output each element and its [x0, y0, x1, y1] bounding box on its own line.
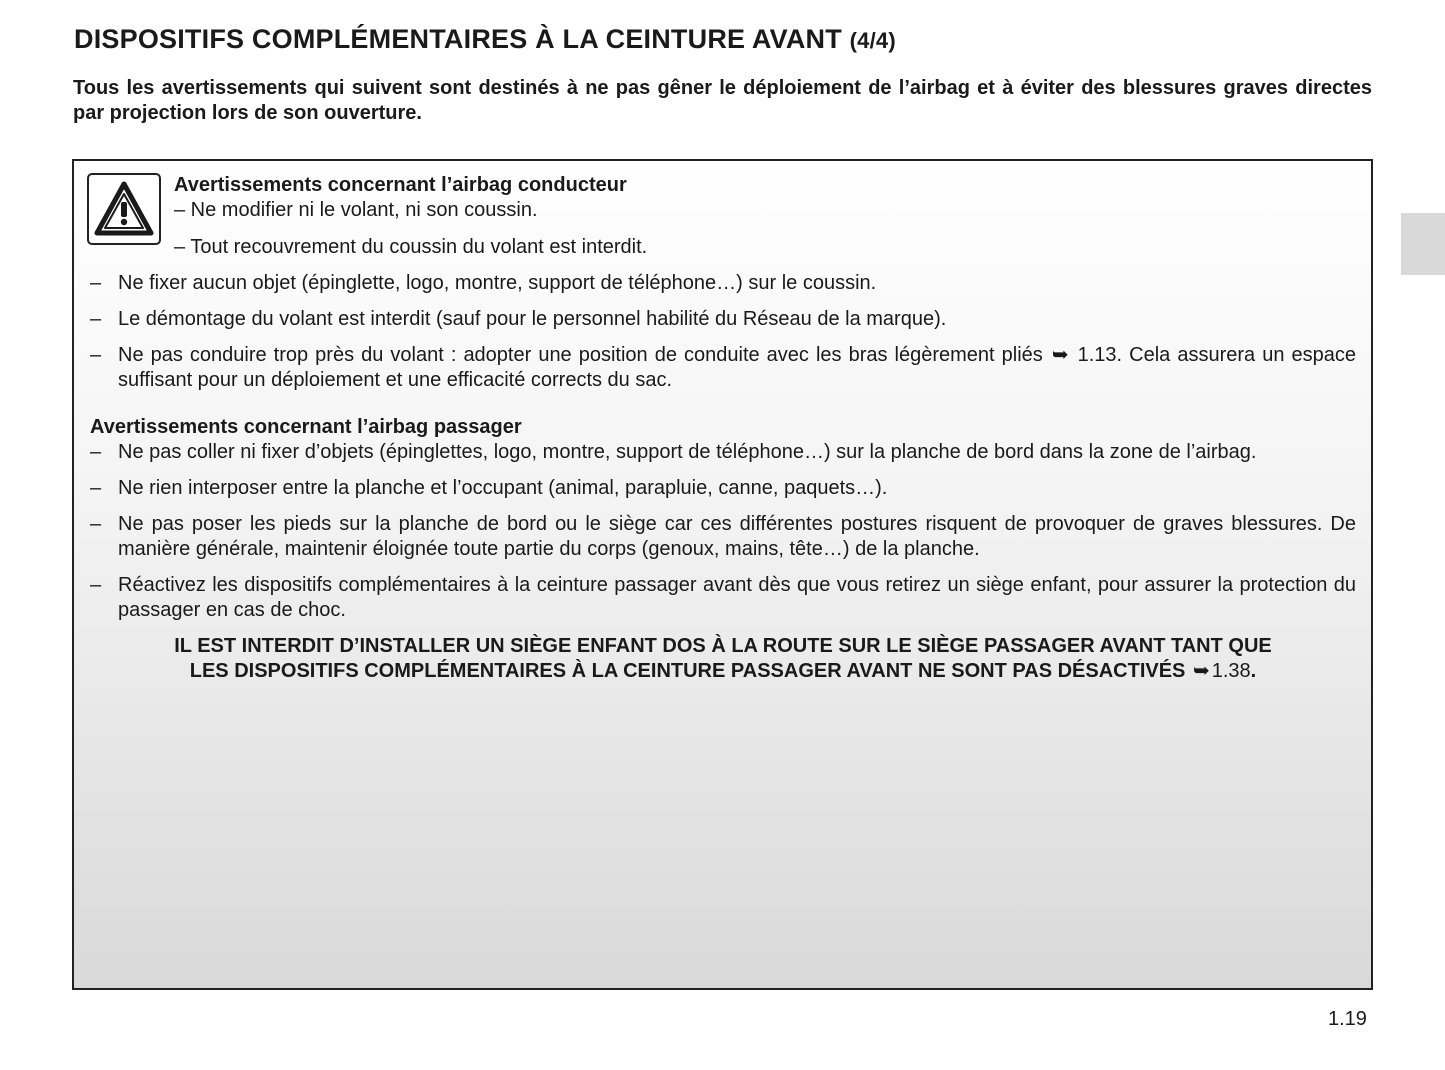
driver-item-3-rest: Cela assurera un espace suffisant pour un déploiement et une efficacité corrects du sac.	[118, 344, 1356, 391]
driver-item-1-text: Ne fixer aucun objet (épinglette, logo, montre, support de téléphone…) sur le coussin.	[118, 272, 877, 294]
passenger-item-4	[90, 573, 1356, 623]
dash-marker: –	[90, 574, 102, 596]
intro-paragraph: Tous les avertissements qui suivent sont destinés à ne pas gêner le déploiement de l’airbag et à éviter des blessures graves directes par projection lors de son ouverture.	[73, 77, 1372, 124]
dash-marker: –	[90, 513, 102, 535]
dash-marker: –	[90, 477, 102, 499]
page-title	[74, 24, 896, 55]
driver-item-3-text: Ne pas conduire trop près du volant : adopter une position de conduite avec les bras légèrement pliés	[118, 344, 1043, 366]
driver-line-1: – Ne modifier ni le volant, ni son coussin.	[174, 199, 538, 221]
child-seat-warning-ref: 1.38	[1211, 660, 1251, 682]
reference-arrow-icon: ➥	[1051, 344, 1069, 366]
driver-item-3-ref: 1.13.	[1077, 344, 1123, 366]
driver-header-block	[90, 173, 1356, 260]
dash-marker: –	[90, 308, 102, 330]
driver-section-title: Avertissements concernant l’airbag conducteur	[174, 174, 627, 196]
passenger-item-2	[90, 476, 1356, 501]
driver-item-2-text: Le démontage du volant est interdit (sauf pour le personnel habilité du Réseau de la marque).	[118, 308, 947, 330]
passenger-item-2-text: Ne rien interposer entre la planche et l’occupant (animal, parapluie, canne, paquets…).	[118, 477, 888, 499]
page-title-part: (4/4)	[849, 28, 896, 53]
driver-line-2: – Tout recouvrement du coussin du volant est interdit.	[174, 236, 648, 258]
passenger-item-1	[90, 440, 1356, 465]
dash-marker: –	[90, 272, 102, 294]
reference-arrow-icon: ➥	[1192, 660, 1210, 682]
passenger-item-1-text: Ne pas coller ni fixer d’objets (épinglettes, logo, montre, support de téléphone…) sur la planche de bord dans la zone de l’airbag.	[118, 441, 1257, 463]
warning-content	[90, 173, 1356, 684]
page-title-main: DISPOSITIFS COMPLÉMENTAIRES À LA CEINTURE AVANT	[74, 24, 842, 54]
warning-box	[72, 159, 1373, 990]
child-seat-warning: IL EST INTERDIT D’INSTALLER UN SIÈGE ENFANT DOS À LA ROUTE SUR LE SIÈGE PASSAGER AVANT TANT QUE LES DISPOSITIFS COMPLÉMENTAIRES À LA CEINTURE PASSAGER AVANT NE SONT PAS DÉSACTIVÉS ➥ 1.38.	[174, 635, 1272, 682]
chapter-tab	[1401, 213, 1445, 275]
passenger-item-4-text: Réactivez les dispositifs complémentaires à la ceinture passager avant dès que vous retirez un siège enfant, pour assurer la protection du passager en cas de choc.	[118, 574, 1356, 621]
passenger-item-3-text: Ne pas poser les pieds sur la planche de bord ou le siège car ces différentes postures risquent de provoquer de graves blessures. De manière générale, maintenir éloignée toute partie du corps (genoux, mains, tête…) de la planche.	[118, 513, 1356, 560]
page-number: 1.19	[1328, 1008, 1367, 1030]
driver-item-1	[90, 271, 1356, 296]
dash-marker: –	[90, 441, 102, 463]
passenger-section-title: Avertissements concernant l’airbag passager	[90, 416, 522, 438]
child-seat-warning-line-1: IL EST INTERDIT D’INSTALLER UN SIÈGE ENFANT DOS À LA ROUTE SUR LE SIÈGE PASSAGER AVANT TANT QUE	[174, 635, 1272, 657]
passenger-item-3	[90, 512, 1356, 562]
driver-item-2	[90, 307, 1356, 332]
dash-marker: –	[90, 344, 102, 366]
child-seat-warning-line-2: LES DISPOSITIFS COMPLÉMENTAIRES À LA CEINTURE PASSAGER AVANT NE SONT PAS DÉSACTIVÉS	[189, 660, 1186, 682]
passenger-section	[90, 415, 1356, 623]
driver-item-3	[90, 343, 1356, 393]
